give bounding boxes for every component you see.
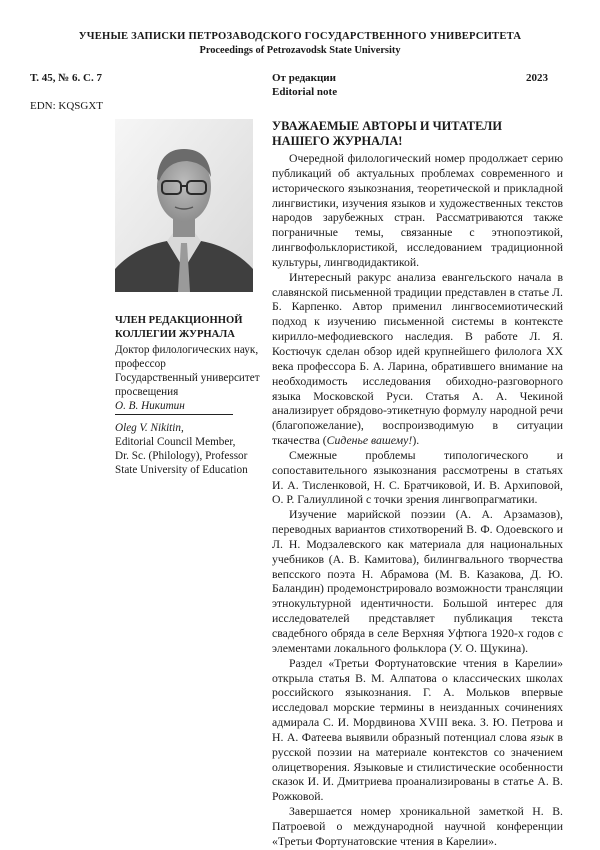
paragraph-2-text: Интересный ракурс анализа евангельского начала в славянской письменной традиции представлен в статье Л. Б. Карпенко. Автор применил лингвосемиотический подход к изучению письменной системы в контексте кирилло-мефодиевского наследия. В работе Л. Я. Костючук сделан обзор идей крупнейшего филолога XX века профессора Б. А. Ларина, обратившего внимание на необходимость исследования обиходно-разговорного языка Московской Руси. Статья А. А. Чекиной анализирует обрядово-этикетную формулу народной речи (благопожелание), воспроизводимую в ситуации ткачества ( (272, 270, 563, 448)
paragraph-5-text: Раздел «Третьи Фортунатовские чтения в Карелии» открыла статья В. М. Алпатова о классических школах российского языкознания. Г. А. Мольков впервые исследовал морские термины в неизданных сочинениях адмирала С. И. Мордвинова XVIII века. З. Ю. Петрова и Н. А. Фатеева выявили образный потенциал слова (272, 656, 563, 744)
article-body (272, 152, 563, 850)
paragraph-5-italic: язык (530, 730, 554, 744)
paragraph-5 (272, 657, 563, 805)
role-title-line2: КОЛЛЕГИИ ЖУРНАЛА (115, 329, 235, 340)
member-degree: Доктор филологических наук, (115, 344, 259, 356)
paragraph-1: Очередной филологический номер продолжает серию публикаций об актуальных проблемах современного и исторического языкознания, теоретической и прикладной лингвистики, изучения языков и художественных текстов народов зарубежных стран. Рассматриваются также пограничные темы, связанные с этнопоэтикой, лингвофольклористикой, исследованием традиционной культуры, лингводидактикой. (272, 152, 563, 269)
article-title-line2: НАШЕГО ЖУРНАЛА! (272, 134, 403, 148)
member-affiliation-line1: Государственный университет (115, 372, 260, 384)
member-affiliation-line2: просвещения (115, 386, 179, 398)
member-role-en: Editorial Council Member, (115, 436, 236, 448)
paragraph-4: Изучение марийской поэзии (А. А. Арзамазов), переводных вариантов стихотворений В. Ф. Одоевского и Л. Н. Модзалевского как материала для национальных учебников (А. В. Камитова), билингвального творчества вепсского поэта Н. Абрамова (М. В. Казакова, Д. Ю. Баландин) продемонстрировало возможности трансляции этнокультурной идентичности. Большой интерес для исследователей представляет публикация текста свадебного обряда в селе Верхняя Уфтюга 1920-х годов с элементами локального фольклора (У. О. Щукина). (272, 508, 563, 655)
paragraph-5-end: в русской поэзии на материале контекстов со значением олицетворения. Языковые и стилистические особенности сказок И. И. Дмитриева проанализированы в статье А. В. Рожковой. (272, 730, 563, 804)
divider (115, 414, 233, 415)
section-en: Editorial note (272, 86, 338, 98)
member-name-ru: О. В. Никитин (115, 400, 185, 412)
journal-title-en: Proceedings of Petrozavodsk State University (199, 45, 401, 56)
paragraph-2 (272, 271, 563, 449)
member-affiliation-en: State University of Education (115, 464, 248, 476)
paragraph-2-end: ). (412, 434, 420, 448)
edn-code: EDN: KQSGXT (30, 100, 104, 112)
section-ru: От редакции (272, 72, 336, 84)
member-degree-en: Dr. Sc. (Philology), Professor (115, 450, 248, 462)
paragraph-6: Завершается номер хроникальной заметкой Н. В. Патроевой о международной научной конференции «Третьи Фортунатовские чтения в Карелии». (272, 805, 563, 848)
member-rank: профессор (115, 358, 166, 370)
role-title-line1: ЧЛЕН РЕДАКЦИОННОЙ (115, 315, 243, 326)
article-title (272, 119, 562, 149)
year: 2023 (526, 72, 548, 84)
paragraph-2-italic: Сиденье вашему! (326, 434, 413, 448)
paragraph-3: Смежные проблемы типологического и сопоставительного языкознания рассмотрены в статьях И. А. Тисленковой, Н. С. Братчиковой, И. В. Архиповой, О. Р. Галиуллиной с точки зрения лингвопрагматики. (272, 448, 563, 507)
journal-title-ru: УЧЕНЫЕ ЗАПИСКИ ПЕТРОЗАВОДСКОГО ГОСУДАРСТВЕННОГО УНИВЕРСИТЕТА (78, 31, 522, 42)
portrait-photo (115, 119, 253, 292)
article-title-line1: УВАЖАЕМЫЕ АВТОРЫ И ЧИТАТЕЛИ (272, 119, 503, 133)
member-name-en: Oleg V. Nikitin, (115, 422, 184, 434)
volume-info: Т. 45, № 6. С. 7 (30, 72, 102, 84)
